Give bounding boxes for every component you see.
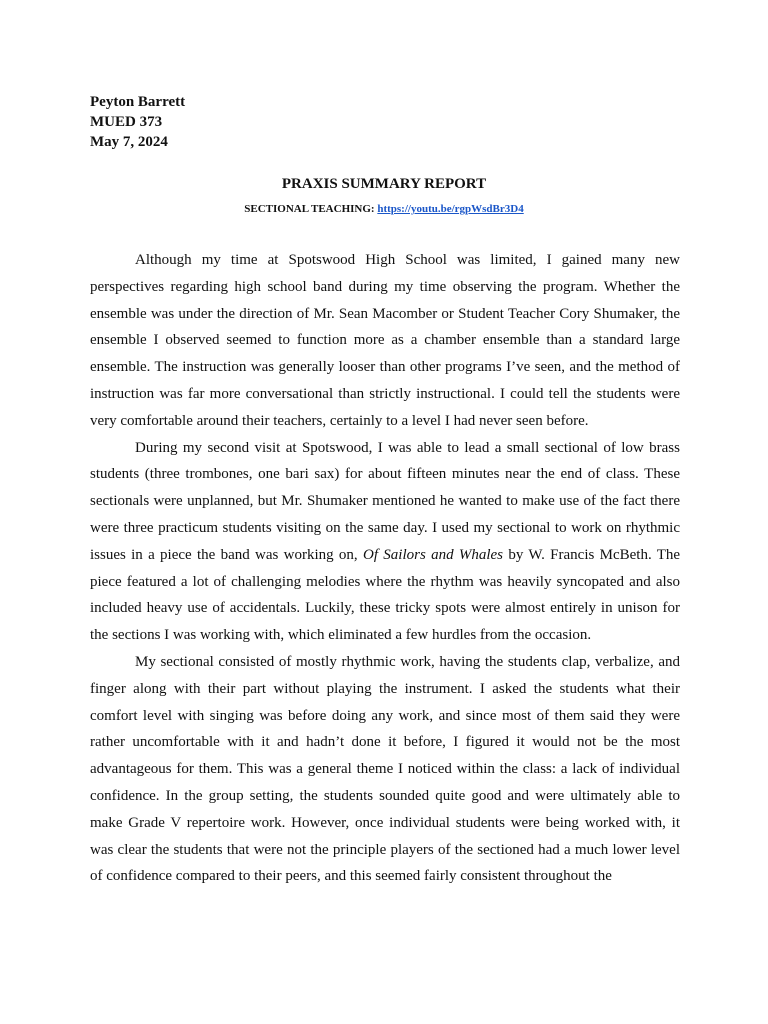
body-line: the sections I was working with, which eliminated a few hurdles from the occasion.	[90, 627, 592, 644]
subtitle-label: SECTIONAL TEACHING:	[244, 203, 375, 215]
body-line: make Grade V repertoire work. However, once individual students were being worked with, it	[90, 814, 680, 831]
body-line: ensemble I observed seemed to function more as a chamber ensemble than a standard large	[90, 332, 680, 349]
body-line: During my second visit at Spotswood, I was able to lead a small sectional of low brass	[135, 439, 680, 456]
body-line: comfort level with singing was before doing any work, and since most of them said they were	[90, 707, 680, 724]
body-line: was clear the students that were not the principle players of the sectioned had a much lower level	[90, 841, 680, 858]
body-line: confidence. In the group setting, the students sounded quite good and were ultimately able to	[90, 787, 680, 804]
piece-title: Of Sailors and Whales	[362, 546, 504, 563]
body-line: were three practicum students visiting on the same day. I used my sectional to work on rhythmic	[90, 519, 680, 536]
video-link[interactable]: https://youtu.be/rgpWsdBr3D4	[377, 203, 524, 215]
author-name: Peyton Barrett	[90, 94, 186, 110]
body-line: ensemble. The instruction was generally looser than other programs I’ve seen, and the method of	[90, 359, 680, 376]
body-line: Although my time at Spotswood High School was limited, I gained many new	[135, 252, 680, 268]
body-line-start: issues in a piece the band was working on,	[90, 546, 358, 563]
body-line: of confidence compared to their peers, and this seemed fairly consistent throughout the	[90, 868, 612, 885]
body-line: ensemble was under the direction of Mr. Sean Macomber or Student Teacher Cory Shumaker, the	[90, 305, 680, 322]
body-line: perspectives regarding high school band during my time observing the program. Whether the	[90, 278, 680, 295]
author-header	[90, 92, 185, 152]
body-line: very comfortable around their teachers, certainly to a level I had never seen before.	[90, 412, 589, 429]
body-line-with-title	[90, 542, 680, 569]
body-line: advantageous for them. This was a general theme I noticed within the class: a lack of individual	[90, 761, 680, 778]
report-subtitle	[0, 200, 768, 218]
body-line: rather uncomfortable with it and hadn’t done it before, I figured it would not be the most	[90, 734, 680, 751]
report-title: PRAXIS SUMMARY REPORT	[281, 176, 487, 192]
body-line: piece featured a lot of challenging melodies where the rhythm was heavily syncopated and also	[90, 573, 680, 590]
body-line: finger along with their part without playing the instrument. I asked the students what their	[90, 680, 680, 697]
body-line: sectionals were unplanned, but Mr. Shumaker mentioned he wanted to make use of the fact there	[90, 493, 680, 510]
body-line: instruction was far more conversational than strictly instructional. I could tell the students were	[90, 385, 680, 402]
body-line: included heavy use of accidentals. Luckily, these tricky spots were almost entirely in unison for	[90, 600, 680, 617]
body-line-end: by W. Francis McBeth. The	[508, 546, 681, 563]
report-date: May 7, 2024	[90, 134, 168, 150]
body-line: My sectional consisted of mostly rhythmic work, having the students clap, verbalize, and	[135, 653, 680, 670]
body-line: students (three trombones, one bari sax) for about fifteen minutes near the end of class. These	[90, 466, 680, 483]
report-body	[90, 247, 680, 890]
course-code: MUED 373	[90, 114, 163, 130]
